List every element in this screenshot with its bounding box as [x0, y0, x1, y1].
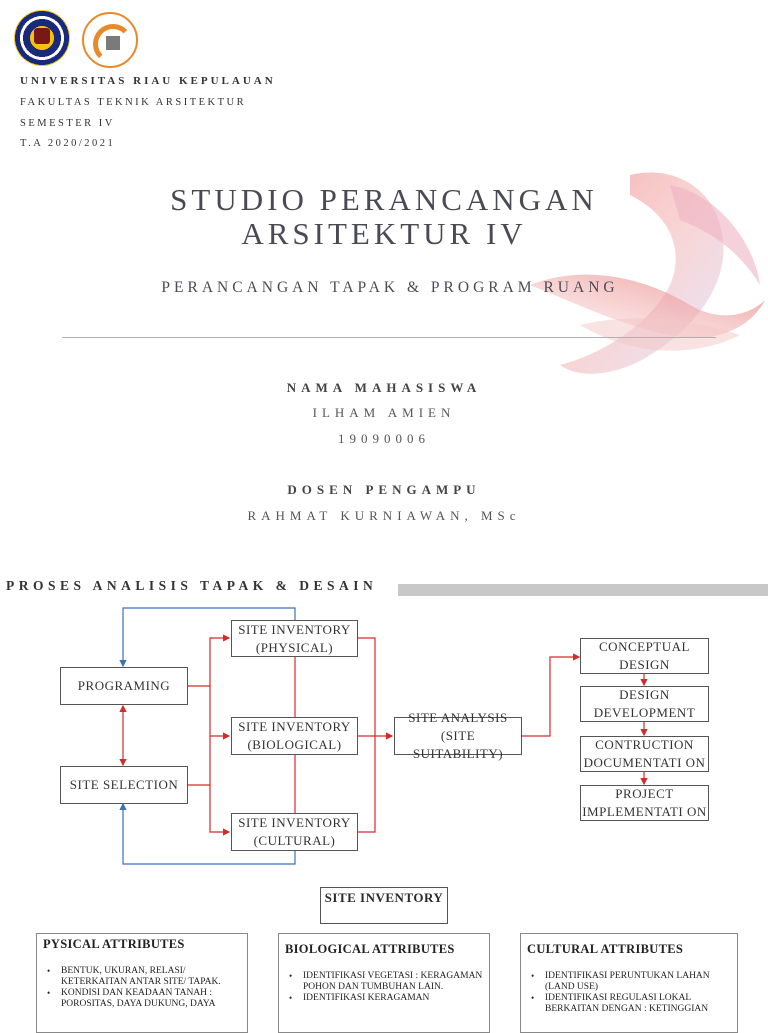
site-inventory-title: SITE INVENTORY	[320, 887, 448, 924]
biological-attributes-title: BIOLOGICAL ATTRIBUTES	[285, 942, 455, 956]
node-inventory-cultural: SITE INVENTORY (CULTURAL)	[231, 813, 358, 851]
list-item: • KONDISI DAN KEADAAN TANAH : POROSITAS, DAYA DUKUNG, DAYA	[61, 988, 241, 1010]
node-inventory-physical: SITE INVENTORY (PHYSICAL)	[231, 620, 358, 657]
student-name: ILHAM AMIEN	[312, 405, 456, 420]
academic-year: T.A 2020/2021	[20, 138, 116, 149]
physical-attributes-box	[36, 933, 248, 1033]
university-logo	[14, 10, 70, 66]
section-bar	[398, 584, 768, 596]
node-project-implementation: PROJECT IMPLEMENTATI ON	[580, 785, 709, 821]
cultural-attributes-box	[520, 933, 738, 1033]
biological-attributes-list	[285, 971, 483, 1004]
divider-line	[62, 337, 716, 338]
subtitle: PERANCANGAN TAPAK & PROGRAM RUANG	[161, 279, 619, 296]
biological-attributes-box	[278, 933, 490, 1033]
node-programing: PROGRAMING	[60, 667, 188, 705]
physical-attributes-list	[43, 966, 241, 1010]
faculty-name: FAKULTAS TEKNIK ARSITEKTUR	[20, 97, 247, 108]
semester-label: SEMESTER IV	[20, 118, 115, 129]
lecturer-label: DOSEN PENGAMPU	[287, 482, 481, 497]
title-line-2: ARSITEKTUR IV	[241, 216, 527, 251]
node-design-development: DESIGN DEVELOPMENT	[580, 686, 709, 722]
faculty-logo	[82, 12, 138, 68]
title-line-1: STUDIO PERANCANGAN	[170, 182, 598, 217]
student-id: 19090006	[338, 431, 430, 446]
node-conceptual-design: CONCEPTUAL DESIGN	[580, 638, 709, 674]
physical-attributes-title: PYSICAL ATTRIBUTES	[43, 937, 185, 951]
lecturer-name: RAHMAT KURNIAWAN, MSc	[247, 508, 521, 523]
node-inventory-biological: SITE INVENTORY (BIOLOGICAL)	[231, 717, 358, 755]
list-item: • IDENTIFIKASI REGULASI LOKAL BERKAITAN DENGAN : KETINGGIAN	[545, 993, 731, 1015]
node-construction-documentation: CONTRUCTION DOCUMENTATI ON	[580, 736, 709, 772]
section-title: PROSES ANALISIS TAPAK & DESAIN	[6, 578, 378, 593]
cultural-attributes-title: CULTURAL ATTRIBUTES	[527, 942, 684, 956]
list-item: • IDENTIFIKASI VEGETASI : KERAGAMAN POHON DAN TUMBUHAN LAIN.	[303, 971, 483, 993]
list-item: • IDENTIFIKASI KERAGAMAN	[303, 993, 483, 1004]
list-item: • IDENTIFIKASI PERUNTUKAN LAHAN (LAND USE)	[545, 971, 731, 993]
cultural-attributes-list	[527, 971, 731, 1015]
node-site-selection: SITE SELECTION	[60, 766, 188, 804]
student-label: NAMA MAHASISWA	[286, 380, 482, 395]
node-site-analysis: SITE ANALYSIS (SITE SUITABILITY)	[394, 717, 522, 755]
university-name: UNIVERSITAS RIAU KEPULAUAN	[20, 75, 276, 87]
list-item: • BENTUK, UKURAN, RELASI/ KETERKAITAN ANTAR SITE/ TAPAK.	[61, 966, 241, 988]
